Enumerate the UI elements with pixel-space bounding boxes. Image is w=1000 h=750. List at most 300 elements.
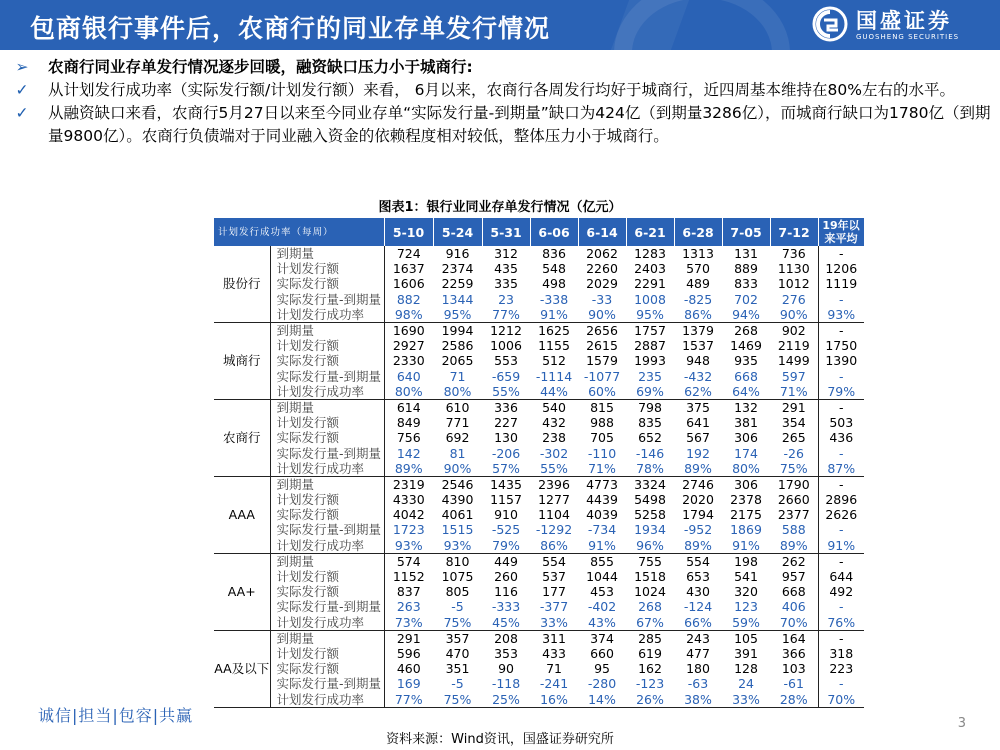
column-header: 5-31: [482, 218, 530, 246]
row-label: 计划发行额: [270, 492, 384, 507]
table-cell: 1790: [777, 476, 810, 492]
table-cell: 353: [494, 645, 518, 661]
table-cell: 381: [734, 415, 758, 431]
table-cell: 80%: [433, 384, 482, 400]
table-cell: 1157: [490, 492, 522, 508]
bullet-heading: [12, 56, 992, 79]
table-cell: -33: [591, 291, 613, 307]
table-cell: 86%: [530, 538, 578, 554]
table-row: [214, 691, 864, 707]
table-cell: 374: [590, 630, 614, 646]
table-cell: 66%: [674, 615, 722, 631]
table-row: [214, 476, 864, 492]
column-header: 5-24: [433, 218, 482, 246]
table-cell: 26%: [626, 691, 674, 707]
table-corner-header: 计划发行成功率（每周）: [214, 218, 384, 246]
table-cell: -402: [587, 599, 617, 615]
table-cell: 1537: [682, 338, 714, 354]
table-cell: 4390: [441, 492, 474, 508]
table-cell: 1637: [392, 261, 425, 277]
table-cell: 2291: [634, 276, 666, 292]
table-cell: 432: [542, 415, 566, 431]
table-cell: 90%: [770, 307, 818, 323]
table-cell: 164: [781, 630, 806, 646]
table-cell: 262: [781, 553, 806, 569]
row-label: 实际发行量-到期量: [270, 445, 384, 460]
table-cell: 91%: [530, 307, 578, 323]
table-cell: 25%: [482, 691, 530, 707]
table-cell: 1934: [634, 522, 666, 538]
table-cell: 75%: [770, 461, 818, 477]
column-header: 6-14: [578, 218, 626, 246]
table-cell: 724: [396, 246, 421, 262]
table-cell: 512: [542, 353, 566, 369]
table-cell: 73%: [384, 615, 433, 631]
column-header: 5-10: [384, 218, 433, 246]
table-cell: 430: [686, 584, 710, 600]
table-cell: 4042: [392, 507, 425, 523]
page-number: 3: [957, 716, 966, 731]
table-cell: 756: [396, 430, 421, 446]
table-cell: 375: [686, 399, 710, 415]
table-cell: 2927: [392, 338, 425, 354]
table-cell: 312: [494, 246, 518, 262]
table-cell: 265: [781, 430, 806, 446]
logo-chinese-text: 国盛证券: [856, 9, 952, 33]
table-cell: 55%: [482, 384, 530, 400]
table-cell: 162: [638, 661, 662, 677]
table-cell: 2660: [777, 492, 810, 508]
company-logo: [812, 4, 972, 46]
table-cell: 116: [494, 584, 518, 600]
average-cell: -: [818, 522, 864, 537]
table-cell: 55%: [530, 461, 578, 477]
table-cell: -525: [491, 522, 521, 538]
table-cell: 103: [781, 661, 806, 677]
bullet-text: 从融资缺口来看，农商行5月27日以来至今同业存单“实际发行量-到期量”缺口为424亿（到期量3286亿），而城商行缺口为1780亿（到期量9800亿）。农商行负债端对于同业融入资金的依赖程度相对较低，整体压力小于城商行。: [48, 104, 991, 145]
table-cell: 28%: [770, 691, 818, 707]
average-cell: -: [818, 630, 864, 646]
table-row: [214, 384, 864, 400]
bank-group-label: 农商行: [214, 399, 270, 476]
table-row: [214, 445, 864, 460]
table-cell: 2119: [777, 338, 810, 354]
table-cell: 2586: [441, 338, 474, 354]
table-row: [214, 538, 864, 554]
table-cell: 477: [686, 645, 710, 661]
average-cell: -: [818, 476, 864, 492]
table-cell: 910: [494, 507, 518, 523]
table-row: [214, 492, 864, 507]
average-cell: -: [818, 599, 864, 614]
logo-english-text: GUOSHENG SECURITIES: [856, 33, 960, 41]
row-label: 计划发行成功率: [270, 691, 384, 707]
average-cell: -: [818, 399, 864, 415]
table-cell: 306: [734, 476, 758, 492]
table-cell: 80%: [384, 384, 433, 400]
table-cell: 260: [494, 569, 518, 585]
table-row: [214, 584, 864, 599]
table-cell: 1012: [777, 276, 810, 292]
table-cell: 71%: [578, 461, 626, 477]
logo-mark-icon: [812, 6, 848, 42]
table-row: [214, 661, 864, 676]
table-cell: 668: [781, 584, 806, 600]
table-cell: 2378: [730, 492, 762, 508]
column-header: 7-12: [770, 218, 818, 246]
table-cell: 60%: [578, 384, 626, 400]
table-cell: 1044: [586, 569, 618, 585]
table-cell: 2020: [682, 492, 714, 508]
row-label: 实际发行量-到期量: [270, 369, 384, 384]
table-cell: 1152: [392, 569, 425, 585]
row-label: 实际发行额: [270, 276, 384, 291]
table-cell: 882: [396, 291, 421, 307]
table-cell: 43%: [578, 615, 626, 631]
data-source-note: 资料来源：Wind资讯，国盛证券研究所: [386, 732, 614, 747]
table-cell: 96%: [626, 538, 674, 554]
average-cell: 2626: [818, 507, 864, 522]
average-cell: 1390: [818, 353, 864, 368]
table-cell: 89%: [674, 461, 722, 477]
table-cell: 69%: [626, 384, 674, 400]
table-cell: 614: [396, 399, 421, 415]
table-cell: -734: [587, 522, 617, 538]
table-row: [214, 507, 864, 522]
table-row: [214, 569, 864, 584]
bank-group-label: AAA: [214, 476, 270, 553]
table-cell: 771: [445, 415, 470, 431]
table-cell: 130: [494, 430, 518, 446]
table-cell: -338: [539, 291, 569, 307]
table-cell: -432: [683, 368, 713, 384]
table-cell: 948: [686, 353, 710, 369]
table-cell: 554: [542, 553, 566, 569]
table-cell: 336: [494, 399, 518, 415]
table-cell: 77%: [482, 307, 530, 323]
table-cell: 406: [781, 599, 806, 615]
table-cell: 320: [734, 584, 758, 600]
table-cell: 2319: [392, 476, 425, 492]
table-cell: 835: [638, 415, 662, 431]
table-cell: 64%: [722, 384, 770, 400]
table-cell: 16%: [530, 691, 578, 707]
table-cell: -241: [539, 676, 569, 692]
table-cell: 33%: [722, 691, 770, 707]
table-cell: 95: [594, 661, 610, 677]
table-cell: 668: [734, 368, 758, 384]
table-row: [214, 261, 864, 276]
row-label: 到期量: [270, 630, 384, 646]
table-row: [214, 353, 864, 368]
bank-group-label: 股份行: [214, 246, 270, 322]
table-cell: 90%: [578, 307, 626, 323]
table-cell: 1794: [682, 507, 714, 523]
row-label: 计划发行额: [270, 569, 384, 584]
table-cell: 90%: [433, 461, 482, 477]
table-cell: 1469: [730, 338, 762, 354]
table-cell: 849: [396, 415, 421, 431]
check-bullet-icon: ✓: [15, 104, 29, 122]
table-cell: 354: [781, 415, 806, 431]
table-cell: 988: [590, 415, 614, 431]
bullet-text: 从计划发行成功率（实际发行额/计划发行额）来看， 6月以来，农商行各周发行均好于城商行，近四周基本维持在80%左右的水平。: [48, 81, 955, 99]
ncd-issuance-table: [214, 218, 865, 708]
table-cell: 805: [445, 584, 470, 600]
table-cell: 227: [494, 415, 518, 431]
average-cell: 93%: [818, 307, 864, 323]
table-cell: 836: [542, 246, 566, 262]
table-cell: -377: [539, 599, 569, 615]
table-cell: -1292: [535, 522, 573, 538]
table-cell: 736: [781, 246, 806, 262]
table-cell: 2396: [538, 476, 570, 492]
table-cell: 4439: [586, 492, 618, 508]
table-cell: 815: [590, 399, 614, 415]
table-cell: 89%: [674, 538, 722, 554]
table-header-row: [214, 218, 864, 246]
table-row: [214, 676, 864, 691]
row-label: 计划发行成功率: [270, 615, 384, 631]
table-cell: 2377: [777, 507, 810, 523]
table-cell: 433: [542, 645, 566, 661]
average-cell: 2896: [818, 492, 864, 507]
table-cell: 2175: [730, 507, 762, 523]
average-cell: -: [818, 246, 864, 261]
table-cell: 95%: [433, 307, 482, 323]
arrow-bullet-icon: ➢: [15, 58, 29, 76]
table-cell: -5: [451, 676, 464, 692]
average-cell: 223: [818, 661, 864, 676]
table-cell: 1104: [538, 507, 570, 523]
row-label: 实际发行额: [270, 661, 384, 676]
table-cell: 89%: [384, 461, 433, 477]
table-cell: -5: [451, 599, 464, 615]
table-cell: 4773: [586, 476, 618, 492]
row-label: 到期量: [270, 476, 384, 492]
table-cell: 548: [542, 261, 566, 277]
table-cell: 798: [638, 399, 662, 415]
table-cell: 855: [590, 553, 614, 569]
table-cell: 1344: [441, 291, 474, 307]
table-cell: 692: [445, 430, 470, 446]
table-cell: 208: [494, 630, 518, 646]
average-cell: 76%: [818, 615, 864, 631]
table-row: [214, 646, 864, 661]
table-cell: 123: [734, 599, 758, 615]
table-cell: 89%: [770, 538, 818, 554]
table-cell: 619: [638, 645, 662, 661]
table-cell: -659: [491, 368, 521, 384]
table-cell: 98%: [384, 307, 433, 323]
table-cell: 1869: [730, 522, 762, 538]
table-cell: 177: [542, 584, 566, 600]
average-cell: 644: [818, 569, 864, 584]
row-label: 到期量: [270, 553, 384, 569]
column-header: 6-21: [626, 218, 674, 246]
table-row: [214, 322, 864, 338]
table-cell: 1212: [490, 323, 522, 339]
table-cell: 291: [396, 630, 421, 646]
average-cell: 492: [818, 584, 864, 599]
table-cell: -280: [587, 676, 617, 692]
table-cell: 1579: [586, 353, 618, 369]
table-cell: 553: [494, 353, 518, 369]
table-cell: 660: [590, 645, 614, 661]
table-cell: 79%: [482, 538, 530, 554]
average-cell: -: [818, 369, 864, 384]
column-header: 6-28: [674, 218, 722, 246]
row-label: 实际发行量-到期量: [270, 599, 384, 614]
table-cell: 276: [781, 291, 806, 307]
average-cell: 70%: [818, 691, 864, 707]
bullet-list: [12, 56, 992, 148]
table-cell: 45%: [482, 615, 530, 631]
table-cell: -146: [635, 445, 665, 461]
table-cell: 33%: [530, 615, 578, 631]
table-cell: 1515: [441, 522, 474, 538]
table-cell: -123: [635, 676, 665, 692]
table-cell: 14%: [578, 691, 626, 707]
table-cell: 44%: [530, 384, 578, 400]
table-row: [214, 276, 864, 291]
table-cell: 70%: [770, 615, 818, 631]
table-cell: 567: [686, 430, 710, 446]
table-cell: 2887: [634, 338, 666, 354]
table-cell: -118: [491, 676, 521, 692]
table-cell: 238: [542, 430, 566, 446]
table-cell: 540: [542, 399, 566, 415]
table-cell: -61: [783, 676, 804, 692]
table-cell: -110: [587, 445, 617, 461]
row-label: 实际发行量-到期量: [270, 676, 384, 691]
table-cell: 142: [396, 445, 421, 461]
row-label: 计划发行额: [270, 338, 384, 353]
table-cell: 351: [445, 661, 470, 677]
table-cell: 705: [590, 430, 614, 446]
table-cell: 541: [734, 569, 758, 585]
table-cell: 291: [781, 399, 806, 415]
table-cell: -63: [687, 676, 709, 692]
table-cell: 653: [686, 569, 710, 585]
table-cell: 3324: [634, 476, 666, 492]
table-cell: 132: [734, 399, 758, 415]
table-cell: 641: [686, 415, 710, 431]
table-cell: 2746: [682, 476, 714, 492]
table-cell: 57%: [482, 461, 530, 477]
table-cell: 652: [638, 430, 662, 446]
table-cell: 94%: [722, 307, 770, 323]
table-cell: 470: [445, 645, 470, 661]
average-cell: -: [818, 553, 864, 569]
table-cell: 597: [781, 368, 806, 384]
table-cell: 71: [449, 368, 466, 384]
table-row: [214, 246, 864, 261]
table-cell: 957: [781, 569, 806, 585]
table-cell: 2260: [586, 261, 618, 277]
table-row: [214, 430, 864, 445]
row-label: 到期量: [270, 322, 384, 338]
average-cell: 1750: [818, 338, 864, 353]
average-cell: 436: [818, 430, 864, 445]
table-cell: 1277: [538, 492, 570, 508]
row-label: 到期量: [270, 246, 384, 261]
bank-group-label: AA+: [214, 553, 270, 630]
table-cell: 554: [686, 553, 710, 569]
table-cell: 80%: [722, 461, 770, 477]
table-cell: 916: [445, 246, 470, 262]
table-cell: 1379: [682, 323, 714, 339]
table-cell: 5498: [634, 492, 666, 508]
table-cell: 1008: [634, 291, 666, 307]
row-label: 实际发行量-到期量: [270, 522, 384, 537]
table-cell: -206: [491, 445, 521, 461]
header-bar: [0, 0, 1000, 50]
bullet-item: [12, 102, 992, 148]
table-cell: 263: [396, 599, 421, 615]
table-cell: 75%: [433, 615, 482, 631]
table-cell: 366: [781, 645, 806, 661]
table-cell: 62%: [674, 384, 722, 400]
table-row: [214, 369, 864, 384]
table-cell: 1690: [392, 323, 425, 339]
table-cell: 435: [494, 261, 518, 277]
bullet-text: 农商行同业存单发行情况逐步回暖，融资缺口压力小于城商行:: [48, 58, 473, 76]
row-label: 到期量: [270, 399, 384, 415]
table-cell: 1606: [392, 276, 425, 292]
table-cell: 128: [734, 661, 758, 677]
column-header: 7-05: [722, 218, 770, 246]
table-cell: 2546: [441, 476, 474, 492]
table-cell: 449: [494, 553, 518, 569]
table-cell: 59%: [722, 615, 770, 631]
table-cell: 1435: [490, 476, 522, 492]
table-row: [214, 599, 864, 614]
row-label: 计划发行成功率: [270, 461, 384, 477]
table-row: [214, 338, 864, 353]
bullet-item: [12, 79, 992, 102]
table-cell: 306: [734, 430, 758, 446]
table-cell: 169: [396, 676, 421, 692]
row-label: 实际发行额: [270, 584, 384, 599]
table-cell: 1283: [634, 246, 666, 262]
table-row: [214, 522, 864, 537]
average-cell: -: [818, 445, 864, 460]
table-cell: 24: [738, 676, 754, 692]
row-label: 实际发行额: [270, 507, 384, 522]
row-label: 计划发行额: [270, 261, 384, 276]
table-cell: 489: [686, 276, 710, 292]
average-cell: 1119: [818, 276, 864, 291]
table-cell: 1757: [634, 323, 666, 339]
table-cell: 1024: [634, 584, 666, 600]
table-cell: 4061: [441, 507, 474, 523]
table-cell: -26: [783, 445, 804, 461]
table-cell: 1993: [634, 353, 666, 369]
table-cell: 1130: [777, 261, 810, 277]
table-cell: 902: [781, 323, 806, 339]
table-cell: 268: [638, 599, 662, 615]
table-cell: 192: [686, 445, 710, 461]
table-cell: -1114: [535, 368, 573, 384]
table-cell: 235: [638, 368, 662, 384]
table-row: [214, 615, 864, 631]
table-cell: 2029: [586, 276, 618, 292]
table-cell: 1499: [777, 353, 810, 369]
row-label: 实际发行额: [270, 353, 384, 368]
average-cell: 318: [818, 646, 864, 661]
table-cell: 174: [734, 445, 758, 461]
